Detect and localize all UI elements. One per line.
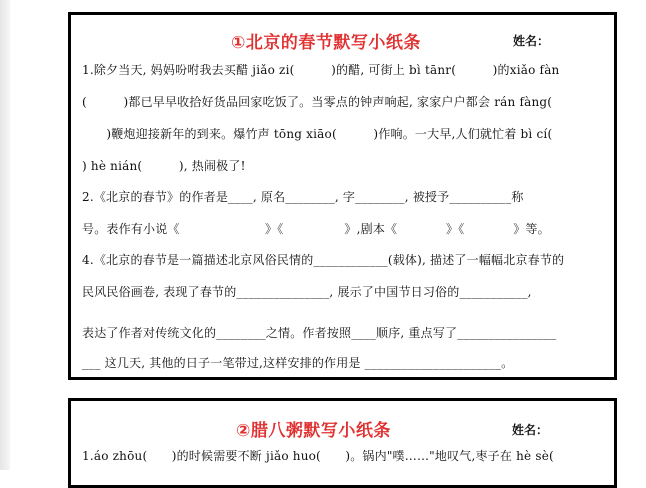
sheet-title: ②腊八粥默写小纸条: [236, 421, 391, 441]
name-field-label: 姓名：: [511, 423, 548, 437]
exercise-line: ___ 这几天, 其他的日子一笔带过,这样安排的作用是 ______________________。: [82, 356, 514, 370]
name-field-label: 姓名：: [512, 34, 549, 48]
exercise-line: ( )都已早早收拾好货品回家吃饭了。当零点的钟声响起, 家家户户都会 rán fàng(: [82, 95, 553, 109]
exercise-line: 4.《北京的春节是一篇描述北京风俗民情的____________(载体), 描述了一幅幅北京春节的: [82, 253, 565, 267]
exercise-line: 号。表作有小说《 》《 》,剧本《 》《 》等。: [82, 222, 550, 236]
viewer-left-edge: [0, 0, 10, 470]
dictation-sheet-laba-porridge: [68, 398, 617, 488]
exercise-line: )鞭炮迎接新年的到来。爆竹声 tōng xiāo( )作响。一大早,人们就忙着 bì cí(: [82, 127, 553, 141]
exercise-line: 1.除夕当天, 妈妈吩咐我去买醋 jiǎo zi( )的醋, 可街上 bì tānr( )的xiǎo fàn: [82, 63, 560, 77]
sheet-title: ①北京的春节默写小纸条: [231, 33, 421, 53]
exercise-line: 民风民俗画卷, 表现了春节的_______________, 展示了中国节日习俗的___________,: [82, 285, 532, 299]
exercise-line: 1.áo zhōu( )的时候需要不断 jiǎo huo( )。锅内"噗……"地叹气,枣子在 hè sè(: [82, 449, 554, 463]
dictation-sheet-beijing-spring-festival: [68, 12, 617, 380]
exercise-line: ) hè nián( ), 热闹极了!: [82, 159, 246, 173]
exercise-line: 表达了作者对传统文化的________之情。作者按照____顺序, 重点写了________________: [82, 326, 557, 340]
exercise-line: 2.《北京的春节》的作者是____, 原名________, 字________, 被授予__________称: [82, 190, 524, 204]
